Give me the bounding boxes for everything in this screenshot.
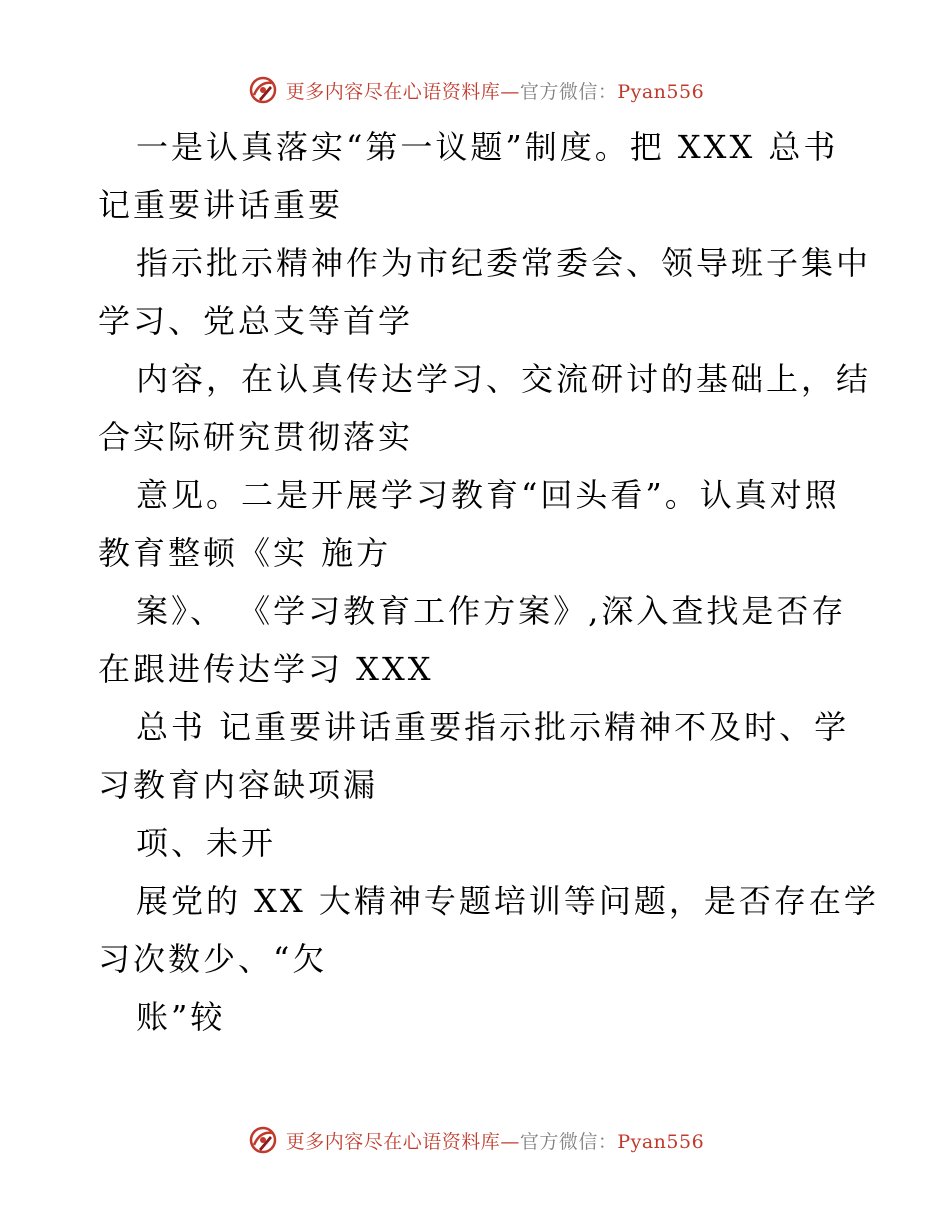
banner-dash: — — [500, 80, 520, 103]
banner-id-text: Pyan556 — [617, 80, 705, 103]
banner-suffix-text: 官方微信： — [519, 80, 618, 103]
text-line: 教育整顿《实 施方 — [98, 534, 392, 572]
pen-swirl-icon — [246, 1123, 280, 1157]
banner-suffix-text: 官方微信： — [519, 1130, 618, 1153]
text-line: 内容，在认真传达学习、交流研讨的基础上，结 — [136, 360, 872, 398]
text-line: 总书 记重要讲话重要指示批示精神不及时、学 — [136, 708, 850, 746]
text-line: 项、未开 — [136, 824, 277, 862]
text-line: 一是认真落实“第一议题”制度。把 XXX 总书 — [136, 128, 839, 166]
text-line: 账”较 — [136, 998, 226, 1036]
header-watermark-banner — [0, 70, 950, 110]
text-line: 在跟进传达学习 XXX — [98, 650, 434, 688]
pen-swirl-icon — [246, 73, 280, 107]
text-line: 合实际研究贯彻落实 — [98, 418, 414, 456]
text-line: 记重要讲话重要 — [98, 186, 344, 224]
text-line: 习次数少、“欠 — [98, 940, 328, 978]
banner-main-text: 更多内容尽在心语资料库 — [285, 1130, 501, 1153]
text-line: 学习、党总支等首学 — [98, 302, 414, 340]
footer-watermark-banner — [0, 1120, 950, 1160]
text-line: 案》、 《学习教育工作方案》,深入查找是否存 — [136, 592, 847, 630]
document-body — [98, 118, 879, 1046]
text-line: 展党的 XX 大精神专题培训等问题，是否存在学 — [136, 882, 879, 920]
banner-id-text: Pyan556 — [617, 1130, 705, 1153]
banner-dash: — — [500, 1130, 520, 1153]
text-line: 习教育内容缺项漏 — [98, 766, 379, 804]
text-line: 意见。二是开展学习教育“回头看”。认真对照 — [136, 476, 840, 514]
text-line: 指示批示精神作为市纪委常委会、领导班子集中 — [136, 244, 872, 282]
banner-main-text: 更多内容尽在心语资料库 — [285, 80, 501, 103]
